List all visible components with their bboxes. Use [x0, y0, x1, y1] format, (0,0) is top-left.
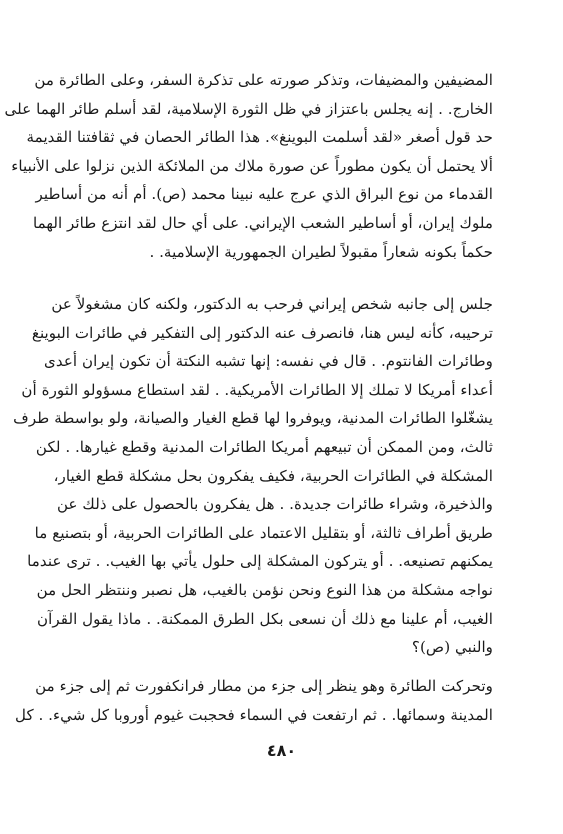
text-line: حد قول أصغر «لقد أسلمت البوينغ». هذا الطائر الحصان في ثقافتنا القديمة — [26, 128, 493, 147]
text-line: ألا يحتمل أن يكون مطوراً عن صورة ملاك من الملائكة الذين نزلوا على الأنبياء — [11, 156, 493, 175]
text-line: نواجه مشكلة من هذا النوع ونحن نؤمن بالغيب، هل نصبر وننتظر الحل من — [36, 580, 493, 599]
text-line: ملوك إيران، أو أساطير الشعب الإيراني. على أي حال لقد انتزع طائر الهما — [32, 213, 493, 232]
text-line: أعداء أمريكا لا تملك إلا الطائرات الأمريكية. . لقد استطاع مسؤولو الثورة أن — [21, 380, 493, 399]
text-line: وتحركت الطائرة وهو ينظر إلى جزء من مطار فرانكفورت ثم إلى جزء من — [35, 677, 493, 695]
text-line: جلس إلى جانبه شخص إيراني فرحب به الدكتور، ولكنه كان مشغولاً عن — [51, 295, 493, 313]
text-line: والذخيرة، وشراء طائرات جديدة. . هل يفكرون بالحصول على ذلك عن — [56, 495, 493, 514]
text-line: القدماء من نوع البراق الذي عرج عليه نبينا محمد (ص). أم أنه من أساطير — [35, 185, 493, 204]
text-line: وطائرات الفانتوم. . قال في نفسه: إنها تشبه النكتة أن تكون إيران أعدى — [44, 352, 493, 371]
text-line: المشكلة في الطائرات الحربية، فكيف يفكرون بحل مشكلة قطع الغيار، — [53, 466, 493, 485]
text-line: المدينة وسمائها. . ثم ارتفعت في السماء فحجبت غيوم أوروبا كل شيء. . كل — [14, 705, 493, 724]
paragraph-1 — [4, 66, 493, 266]
text-line: والنبي (ص)؟ — [411, 638, 493, 657]
paragraph-3 — [14, 672, 493, 729]
text-line: يشغّلوا الطائرات المدنية، ويوفروا لها قطع الغيار والصيانة، ولو بواسطة طرف — [13, 409, 493, 428]
text-line: الخارج. . إنه يجلس باعتزاز في ظل الثورة الإسلامية، لقد أسلم طائر الهما على — [4, 99, 493, 118]
paragraph-2 — [13, 290, 493, 662]
page-number: ٤٨٠ — [266, 741, 297, 760]
text-line: ثالث، ومن الممكن أن تبيعهم أمريكا الطائرات المدنية وقطع غيارها. . لكن — [35, 437, 493, 456]
text-line: يمكنهم تصنيعه. . أو يتركون المشكلة إلى حلول يأتي بها الغيب. . ترى عندما — [27, 552, 493, 571]
text-line: حكماً بكونه شعاراً مقبولاً لطيران الجمهورية الإسلامية. . — [149, 242, 493, 261]
text-line: الغيب، أم علينا مع ذلك أن نسعى بكل الطرق الممكنة. . ماذا يقول القرآن — [37, 609, 493, 628]
text-line: ترحيبه، كأنه ليس هنا، فانصرف عنه الدكتور إلى التفكير في طائرات البوينغ — [31, 323, 493, 342]
text-line: المضيفين والمضيفات، وتذكر صورته على تذكرة السفر، وعلى الطائرة من — [34, 71, 493, 89]
text-line: طريق أطراف ثالثة، أو بتقليل الاعتماد على الطائرات الحربية، أو بتصنيع ما — [34, 523, 493, 542]
